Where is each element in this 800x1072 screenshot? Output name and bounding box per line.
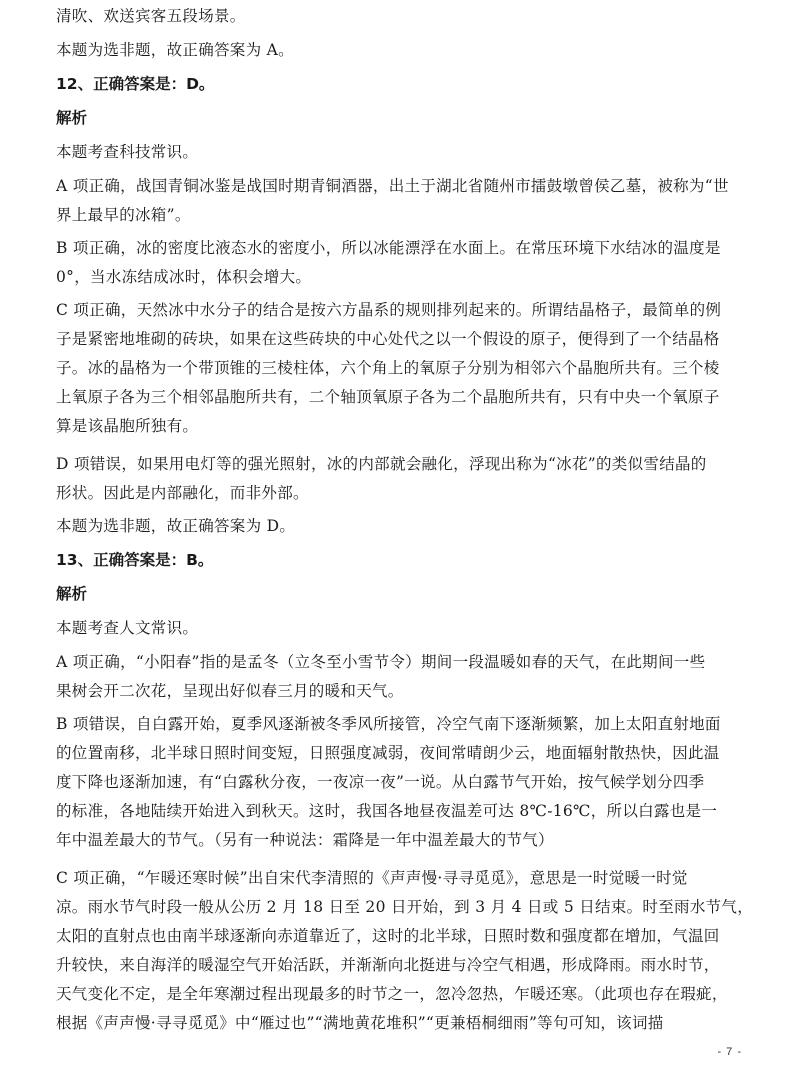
text-line: 界上最早的冰箱”。 bbox=[56, 206, 191, 224]
text-line: 本题为选非题，故正确答案为 A。 bbox=[56, 41, 294, 59]
paragraph bbox=[56, 710, 756, 855]
text-line: A 项正确，“小阳春”指的是孟冬（立冬至小雪节令）期间一段温暖如春的天气，在此期间一些 bbox=[56, 653, 706, 671]
text-line: 清吹、欢送宾客五段场景。 bbox=[56, 7, 246, 25]
paragraph bbox=[56, 614, 756, 643]
paragraph bbox=[56, 138, 756, 167]
text-line: D 项错误，如果用电灯等的强光照射，冰的内部就会融化，浮现出称为“冰花”的类似雪结晶的 bbox=[56, 455, 707, 473]
text-line: C 项正确，“乍暖还寒时候”出自宋代李清照的《声声慢·寻寻觅觅》，意思是一时觉暖一时觉 bbox=[56, 869, 688, 887]
text-line: 13、正确答案是：B。 bbox=[56, 551, 214, 569]
text-line: A 项正确，战国青铜冰鉴是战国时期青铜酒器，出土于湖北省随州市擂鼓墩曾侯乙墓，被称为“世 bbox=[56, 177, 729, 195]
text-line: 子是紧密地堆砌的砖块，如果在这些砖块的中心处代之以一个假设的原子，便得到了一个结晶格 bbox=[56, 330, 720, 348]
paragraph bbox=[56, 234, 756, 292]
text-line: 的标准，各地陆续开始进入到秋天。这时，我国各地昼夜温差可达 8℃-16℃，所以白露也是一 bbox=[56, 802, 718, 820]
text-line: 根据《声声慢·寻寻觅觅》中“雁过也”“满地黄花堆积”“更兼梧桐细雨”等句可知，该词描 bbox=[56, 1014, 664, 1032]
text-line: 算是该晶胞所独有。 bbox=[56, 417, 199, 435]
text-line: 解析 bbox=[56, 109, 88, 127]
text-line: C 项正确，天然冰中水分子的结合是按六方晶系的规则排列起来的。所谓结晶格子，最简单的例 bbox=[56, 301, 722, 319]
paragraph bbox=[56, 296, 756, 441]
text-line: 太阳的直射点也由南半球逐渐向赤道靠近了，这时的北半球，日照时数和强度都在增加，气温回 bbox=[56, 927, 720, 945]
text-line: B 项正确，冰的密度比液态水的密度小，所以冰能漂浮在水面上。在常压环境下水结冰的温度是 bbox=[56, 239, 721, 257]
text-line: 天气变化不定，是全年寒潮过程出现最多的时节之一，忽冷忽热，乍暖还寒。（此项也存在瑕疵， bbox=[56, 985, 728, 1003]
text-line: 本题考查人文常识。 bbox=[56, 619, 199, 637]
text-line: 0°，当水冻结成冰时，体积会增大。 bbox=[56, 268, 312, 286]
paragraph bbox=[56, 172, 756, 230]
section-heading bbox=[56, 546, 756, 575]
paragraph bbox=[56, 450, 756, 508]
text-line: 度下降也逐渐加速，有“白露秋分夜，一夜凉一夜”一说。从白露节气开始，按气候学划分四季 bbox=[56, 773, 705, 791]
text-line: 的位置南移，北半球日照时间变短，日照强度减弱，夜间常晴朗少云，地面辐射散热快，因此温 bbox=[56, 744, 720, 762]
text-line: 形状。因此是内部融化，而非外部。 bbox=[56, 484, 309, 502]
section-heading bbox=[56, 104, 756, 133]
text-line: 本题考查科技常识。 bbox=[56, 143, 199, 161]
paragraph bbox=[56, 2, 756, 31]
text-line: 解析 bbox=[56, 585, 88, 603]
text-line: 子。冰的晶格为一个带顶锥的三棱柱体，六个角上的氧原子分别为相邻六个晶胞所共有。三个棱 bbox=[56, 359, 720, 377]
text-line: 年中温差最大的节气。（另有一种说法：霜降是一年中温差最大的节气） bbox=[56, 831, 554, 849]
text-line: B 项错误，自白露开始，夏季风逐渐被冬季风所接管，冷空气南下逐渐频繁，加上太阳直射地面 bbox=[56, 715, 721, 733]
paragraph bbox=[56, 648, 756, 706]
paragraph bbox=[56, 36, 756, 65]
paragraph bbox=[56, 864, 756, 1038]
text-line: 12、正确答案是：D。 bbox=[56, 75, 215, 93]
text-line: 本题为选非题，故正确答案为 D。 bbox=[56, 517, 296, 535]
text-line: 升较快，来自海洋的暖湿空气开始活跃，并渐渐向北挺进与冷空气相遇，形成降雨。雨水时节， bbox=[56, 956, 720, 974]
text-line: 上氧原子各为三个相邻晶胞所共有，二个轴顶氧原子各为二个晶胞所共有，只有中央一个氧原子 bbox=[56, 388, 720, 406]
page-number: - 7 - bbox=[717, 1046, 742, 1058]
section-heading bbox=[56, 70, 756, 99]
text-line: 果树会开二次花，呈现出好似春三月的暖和天气。 bbox=[56, 682, 404, 700]
text-line: 凉。雨水节气时段一般从公历 2 月 18 日至 20 日开始，到 3 月 4 日或 5 日结束。时至雨水节气， bbox=[56, 898, 754, 916]
section-heading bbox=[56, 580, 756, 609]
paragraph bbox=[56, 512, 756, 541]
